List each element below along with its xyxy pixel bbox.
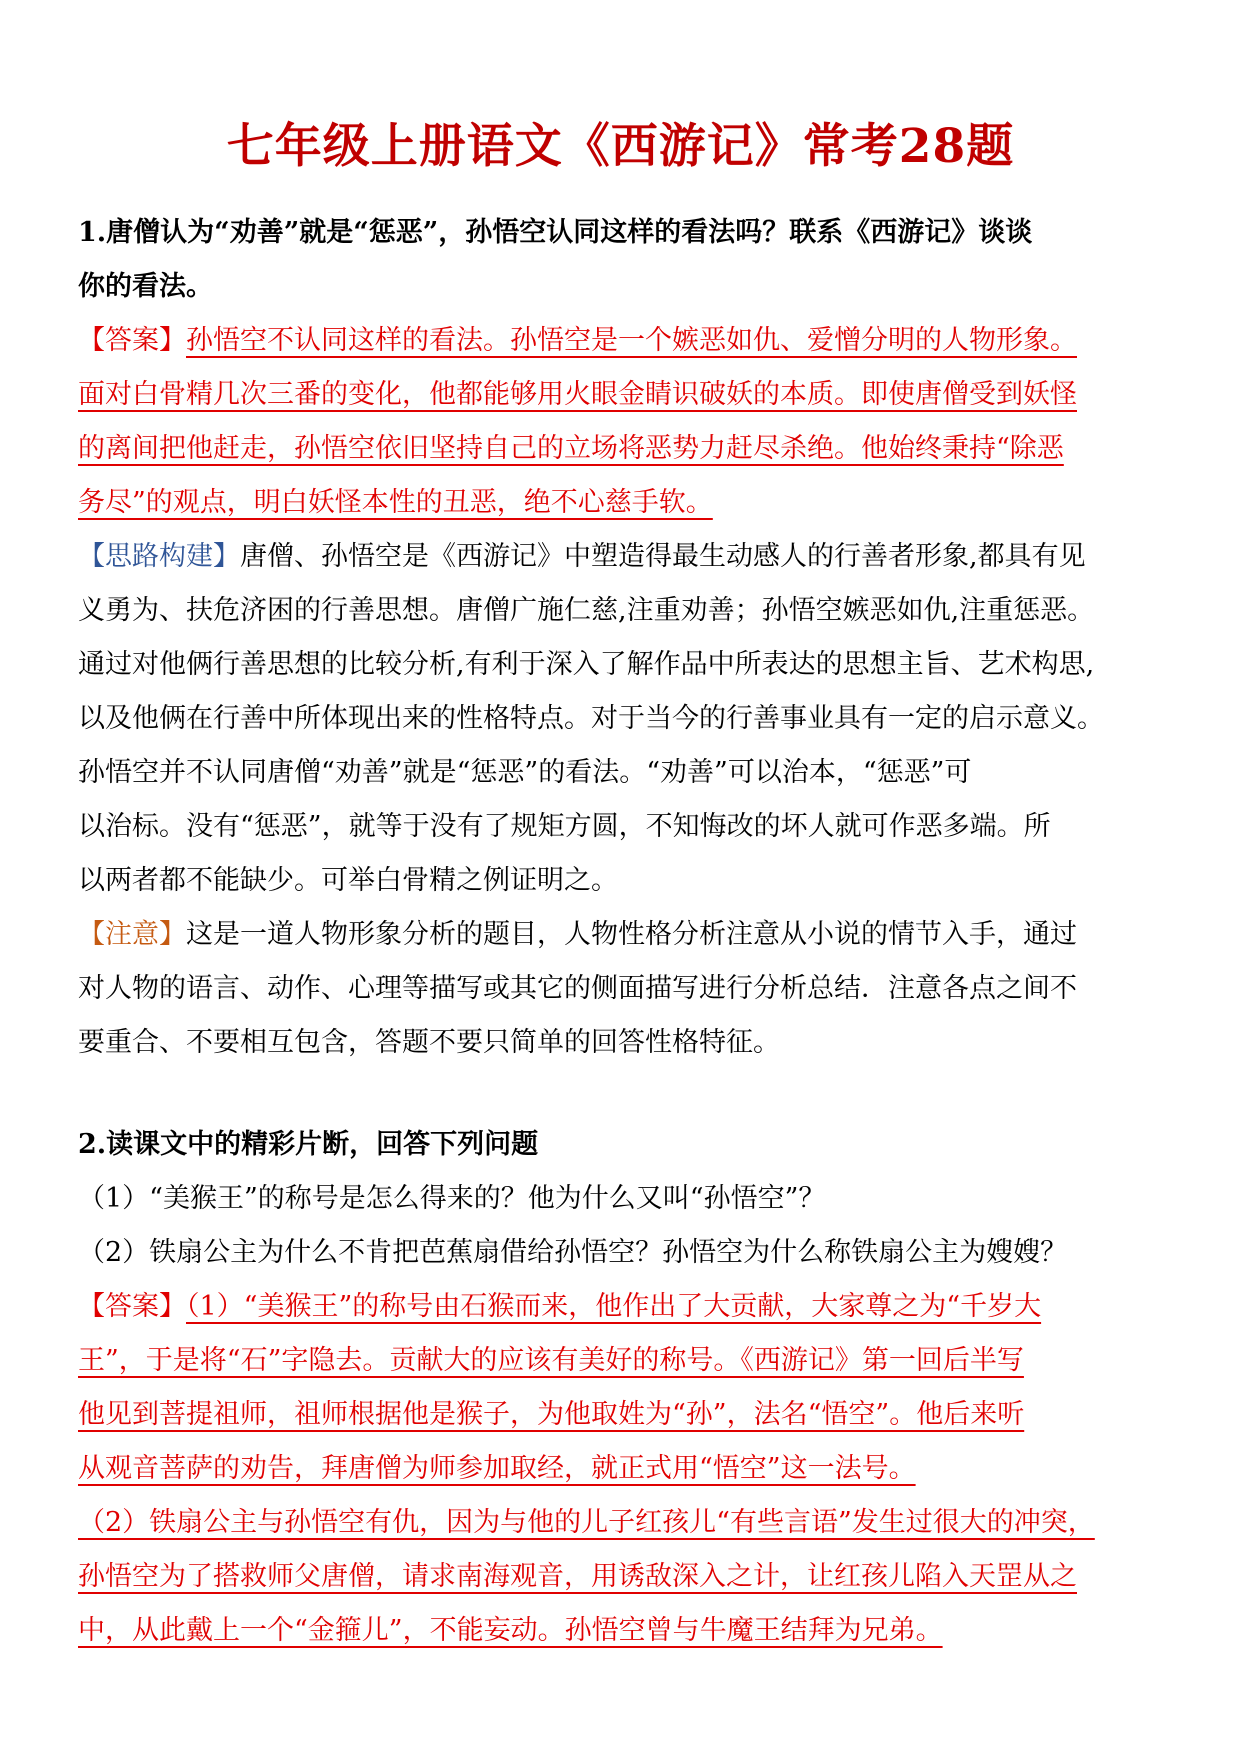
note-line (78, 908, 1173, 962)
page-title: 七年级上册语文《西游记》常考28题 (226, 119, 1015, 174)
idea-line (78, 530, 1173, 584)
idea-tag: 【思路构建】 (78, 541, 240, 572)
question-1 (78, 206, 1173, 1070)
answer-2-line: （2）铁扇公主与孙悟空有仇，因为与他的儿子红孩儿“有些言语”发生过很大的冲突， (78, 1507, 1095, 1538)
idea-text: 唐僧、孙悟空是《西游记》中塑造得最生动感人的行善者形象,都具有见 (240, 541, 1086, 572)
answer-2-line (78, 1280, 1173, 1334)
idea-line: 通过对他俩行善思想的比较分析,有利于深入了解作品中所表达的思想主旨、艺术构思, (78, 649, 1095, 680)
question-2-sub-2: （2）铁扇公主为什么不肯把芭蕉扇借给孙悟空？孙悟空为什么称铁扇公主为嫂嫂？ (78, 1237, 1068, 1268)
note-line: 要重合、不要相互包含，答题不要只简单的回答性格特征。 (78, 1027, 780, 1058)
answer-2-line: 王”，于是将“石”字隐去。贡献大的应该有美好的称号。《西游记》第一回后半写 (78, 1345, 1024, 1376)
answer-text: （1）“美猴王”的称号由石猴而来，他作出了大贡献，大家尊之为“千岁大 (186, 1291, 1042, 1322)
idea-line: 以及他俩在行善中所体现出来的性格特点。对于当今的行善事业具有一定的启示意义。 (78, 703, 1104, 734)
answer-text: 孙悟空不认同这样的看法。孙悟空是一个嫉恶如仇、爱憎分明的人物形象。 (186, 325, 1077, 356)
question-2-sub-1: （1）“美猴王”的称号是怎么得来的？他为什么又叫“孙悟空”？ (78, 1183, 826, 1214)
answer-1-line (78, 314, 1173, 368)
answer-2-line: 他见到菩提祖师，祖师根据他是猴子，为他取姓为“孙”，法名“悟空”。他后来听 (78, 1399, 1025, 1430)
note-tag: 【注意】 (78, 919, 186, 950)
question-2-title: 2.读课文中的精彩片断，回答下列问题 (78, 1129, 539, 1160)
idea-line: 孙悟空并不认同唐僧“劝善”就是“惩恶”的看法。“劝善”可以治本，“惩恶”可 (78, 757, 972, 788)
answer-1-line: 务尽”的观点，明白妖怪本性的丑恶，绝不心慈手软。 (78, 487, 713, 518)
note-text: 这是一道人物形象分析的题目，人物性格分析注意从小说的情节入手，通过 (186, 919, 1077, 950)
answer-2-line: 中，从此戴上一个“金箍儿”，不能妄动。孙悟空曾与牛魔王结拜为兄弟。 (78, 1615, 943, 1646)
answer-1-line: 面对白骨精几次三番的变化，他都能够用火眼金睛识破妖的本质。即使唐僧受到妖怪 (78, 379, 1077, 410)
question-1-line: 你的看法。 (78, 271, 213, 302)
answer-2-line: 从观音菩萨的劝告，拜唐僧为师参加取经，就正式用“悟空”这一法号。 (78, 1453, 916, 1484)
question-2 (78, 1118, 1173, 1658)
idea-line: 以两者都不能缺少。可举白骨精之例证明之。 (78, 865, 618, 896)
note-line: 对人物的语言、动作、心理等描写或其它的侧面描写进行分析总结．注意各点之间不 (78, 973, 1077, 1004)
answer-tag: 【答案】 (78, 325, 186, 356)
answer-2-line: 孙悟空为了搭救师父唐僧，请求南海观音，用诱敌深入之计，让红孩儿陷入天罡从之 (78, 1561, 1077, 1592)
idea-line: 以治标。没有“惩恶”，就等于没有了规矩方圆，不知悔改的坏人就可作恶多端。所 (78, 811, 1051, 842)
answer-1-line: 的离间把他赶走，孙悟空依旧坚持自己的立场将恶势力赶尽杀绝。他始终秉持“除恶 (78, 433, 1064, 464)
idea-line: 义勇为、扶危济困的行善思想。唐僧广施仁慈,注重劝善；孙悟空嫉恶如仇,注重惩恶。 (78, 595, 1095, 626)
question-1-line: 1.唐僧认为“劝善”就是“惩恶”，孙悟空认同这样的看法吗？联系《西游记》谈谈 (78, 217, 1033, 248)
answer-tag: 【答案】 (78, 1291, 186, 1322)
